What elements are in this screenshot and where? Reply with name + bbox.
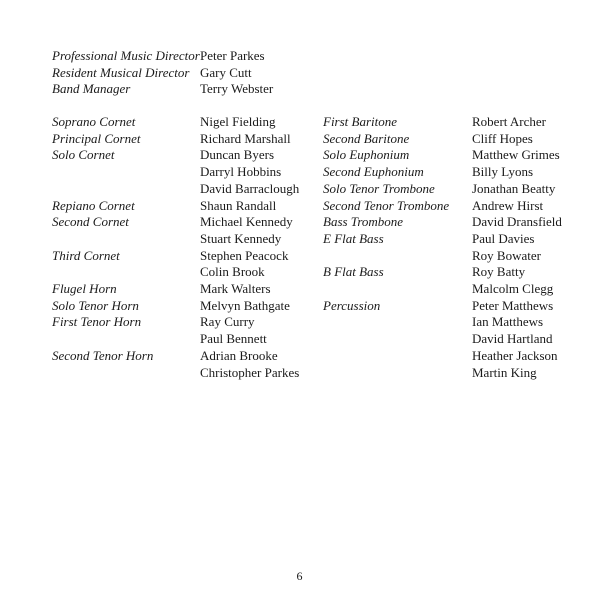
left-roster-player-name: Christopher Parkes (200, 364, 300, 380)
right-roster-player-name: Roy Bowater (472, 247, 541, 263)
right-roster-player-name: Ian Matthews (472, 314, 544, 330)
right-roster-player-name: Matthew Grimes (472, 147, 560, 163)
left-roster-player-name: Stephen Peacock (200, 247, 289, 263)
right-roster-player-name: Roy Batty (472, 264, 526, 280)
left-roster-player-name: Adrian Brooke (200, 347, 278, 363)
left-roster-player-name: Stuart Kennedy (200, 230, 282, 246)
management-name: Gary Cutt (200, 64, 252, 80)
left-roster-role: Solo Cornet (52, 147, 115, 163)
right-roster-player-name: Andrew Hirst (472, 197, 544, 213)
left-roster-player-name: Melvyn Bathgate (200, 297, 290, 313)
left-roster-role: Second Cornet (52, 214, 129, 230)
right-roster-player-name: Cliff Hopes (472, 130, 533, 146)
right-roster-role: E Flat Bass (323, 230, 384, 246)
right-roster-player-name: Malcolm Clegg (472, 281, 554, 296)
right-roster-player-name: Billy Lyons (472, 164, 534, 180)
right-roster-player-name: Peter Matthews (472, 297, 554, 313)
right-roster-role: Second Baritone (323, 130, 410, 146)
left-roster-player-name: Richard Marshall (200, 130, 291, 146)
left-roster-player-name: Mark Walters (200, 281, 271, 296)
left-roster-role: Repiano Cornet (52, 197, 135, 213)
right-roster-player-name: David Hartland (472, 331, 553, 347)
right-roster-player-name: Robert Archer (472, 114, 547, 129)
left-roster-player-name: David Barraclough (200, 180, 300, 196)
management-name: Peter Parkes (200, 48, 265, 63)
right-roster-role: B Flat Bass (323, 264, 384, 280)
management-role: Professional Music Director (52, 48, 200, 63)
right-roster-player-name: Jonathan Beatty (472, 180, 556, 196)
right-roster-role: Percussion (323, 297, 381, 313)
right-roster-role: Bass Trombone (323, 214, 404, 230)
right-roster-role: Second Euphonium (323, 164, 424, 180)
left-roster-role: Flugel Horn (52, 281, 117, 296)
right-roster-role: First Baritone (323, 114, 398, 129)
left-roster-role: Soprano Cornet (52, 114, 136, 129)
left-roster-player-name: Duncan Byers (200, 147, 275, 163)
right-roster-player-name: Martin King (472, 364, 537, 380)
left-roster-player-name: Michael Kennedy (200, 214, 293, 230)
left-roster-player-name: Darryl Hobbins (200, 164, 282, 180)
right-roster-player-name: Paul Davies (472, 230, 535, 246)
left-roster-role: Principal Cornet (52, 130, 141, 146)
left-roster-role: First Tenor Horn (52, 314, 142, 330)
right-roster-player-name: David Dransfield (472, 214, 562, 230)
left-roster-player-name: Shaun Randall (200, 197, 277, 213)
left-roster-player-name: Colin Brook (200, 264, 265, 280)
right-roster-role: Solo Euphonium (323, 147, 410, 163)
management-name: Terry Webster (200, 81, 274, 97)
left-roster-player-name: Paul Bennett (200, 331, 267, 347)
right-roster-role: Solo Tenor Trombone (323, 180, 435, 196)
left-roster-role: Third Cornet (52, 247, 120, 263)
right-roster-role: Second Tenor Trombone (323, 197, 450, 213)
right-roster-player-name: Heather Jackson (472, 347, 558, 363)
left-roster-role: Solo Tenor Horn (52, 297, 139, 313)
management-role: Resident Musical Director (52, 64, 190, 80)
page-number: 6 (296, 569, 303, 583)
management-role: Band Manager (52, 81, 131, 97)
left-roster-player-name: Nigel Fielding (200, 114, 276, 129)
left-roster-role: Second Tenor Horn (52, 347, 154, 363)
left-roster-player-name: Ray Curry (200, 314, 255, 330)
